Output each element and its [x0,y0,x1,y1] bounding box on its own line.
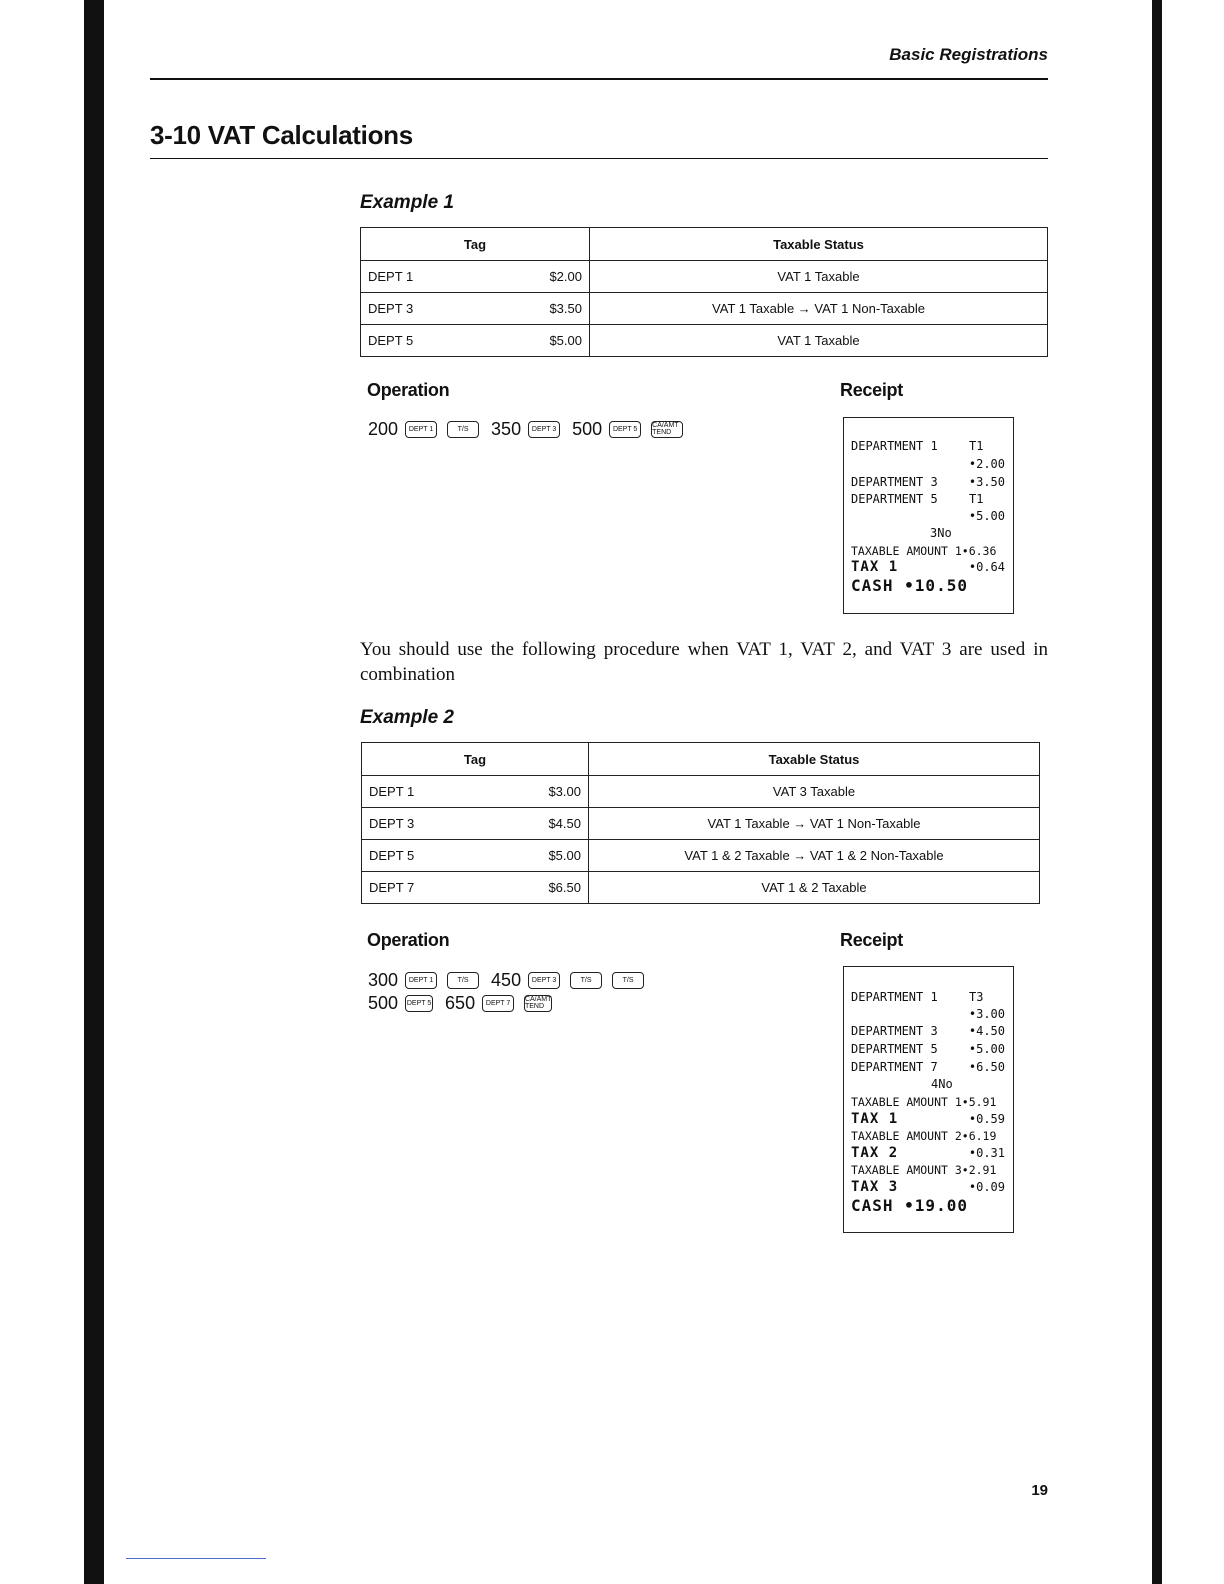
receipt-line: •2.00 [968,457,1005,471]
amount-cell: $4.50 [548,816,581,831]
receipt-line: DEPARTMENT 3 [851,475,938,489]
receipt-line: DEPARTMENT 5 [851,492,938,506]
receipt-line: •0.09 [968,1180,1005,1194]
status-cell: VAT 1 & 2 Taxable → VAT 1 & 2 Non-Taxable [589,840,1040,872]
table-row [361,261,1048,293]
receipt-line: DEPARTMENT 1 [851,990,938,1004]
receipt-line: •0.31 [968,1146,1005,1160]
dept-cell: DEPT 5 [368,333,414,348]
receipt-label: Receipt [840,380,903,400]
example-1-heading: Example 1 [360,192,454,213]
operation-amount: 500 [572,418,603,439]
amount-cell: $5.00 [549,333,582,348]
operation-amount: 300 [368,969,399,990]
dept-cell: DEPT 1 [368,269,414,284]
receipt-line: TAXABLE AMOUNT 3•2.91 [851,1163,997,1177]
status-cell: VAT 1 & 2 Taxable [589,872,1040,904]
table-header-row [361,228,1048,261]
receipt-line: T1 [969,492,984,506]
receipt-line: •0.59 [968,1112,1005,1126]
page-number: 19 [1031,1482,1048,1499]
amount-cell: $3.00 [548,784,581,799]
receipt-2 [843,966,1014,1233]
receipt-line: DEPARTMENT 5 [851,1042,938,1056]
receipt-line: 4No [931,1077,953,1091]
receipt-total: CASH •10.50 [851,576,968,595]
footnote-rule [126,1558,266,1559]
col-header-tag: Tag [361,228,590,261]
receipt-line: TAX 2 [851,1145,899,1161]
col-header-tag: Tag [362,743,589,776]
table-row [362,872,1040,904]
status-cell: VAT 1 Taxable → VAT 1 Non-Taxable [589,808,1040,840]
operation-amount: 650 [445,992,476,1013]
amount-cell: $5.00 [548,848,581,863]
example-2-table [361,742,1040,904]
title-rule [150,158,1048,159]
table-row [361,325,1048,357]
tax-shift-key: T/S [612,972,644,989]
table-row [361,293,1048,325]
receipt-line: TAXABLE AMOUNT 1•6.36 [851,544,997,558]
running-head: Basic Registrations [889,45,1048,64]
example-1-table [360,227,1048,357]
receipt-line: T1 [969,439,984,453]
operation-sequence [366,968,654,992]
tax-shift-key: T/S [447,421,479,438]
receipt-line: DEPARTMENT 7 [851,1060,938,1074]
receipt-line: •4.50 [968,1024,1005,1038]
tax-shift-key: T/S [570,972,602,989]
dept-3-key: DEPT 3 [528,421,560,438]
example-2-heading: Example 2 [360,707,454,728]
cash-tender-key: CA/AMT TEND [651,421,683,438]
cash-tender-key: CA/AMT TEND [524,996,552,1010]
receipt-line: T3 [969,990,984,1004]
body-paragraph: You should use the following procedure when VAT 1, VAT 2, and VAT 3 are used in combination [360,639,1048,685]
receipt-line: •3.00 [968,1007,1005,1021]
operation-sequence [366,417,693,441]
table-row [362,840,1040,872]
operation-amount: 350 [491,418,522,439]
receipt-line: TAX 1 [851,559,899,575]
receipt-1 [843,417,1014,614]
table-row [362,776,1040,808]
dept-cell: DEPT 1 [369,784,415,799]
tax-shift-key: T/S [447,972,479,989]
dept-3-key: DEPT 3 [528,972,560,989]
col-header-status: Taxable Status [590,228,1048,261]
amount-cell: $6.50 [548,880,581,895]
receipt-line: DEPARTMENT 3 [851,1024,938,1038]
receipt-line: •5.00 [968,1042,1005,1056]
scan-right-border [1152,0,1162,1584]
operation-amount: 450 [491,969,522,990]
status-cell: VAT 3 Taxable [589,776,1040,808]
receipt-line: •6.50 [968,1060,1005,1074]
dept-5-key: DEPT 5 [609,421,641,438]
dept-cell: DEPT 3 [368,301,414,316]
header-rule [150,78,1048,80]
col-header-status: Taxable Status [589,743,1040,776]
status-cell: VAT 1 Taxable [590,261,1048,293]
table-row [362,808,1040,840]
operation-label: Operation [367,380,450,400]
operation-amount: 500 [368,992,399,1013]
receipt-line: •3.50 [968,475,1005,489]
status-cell: VAT 1 Taxable [590,325,1048,357]
amount-cell: $3.50 [549,301,582,316]
operation-sequence [366,991,562,1015]
scan-left-border [84,0,104,1584]
receipt-line: TAXABLE AMOUNT 2•6.19 [851,1129,997,1143]
receipt-line: TAX 3 [851,1179,899,1195]
status-cell: VAT 1 Taxable → VAT 1 Non-Taxable [590,293,1048,325]
amount-cell: $2.00 [549,269,582,284]
dept-1-key: DEPT 1 [405,421,437,438]
receipt-total: CASH •19.00 [851,1196,968,1215]
dept-cell: DEPT 5 [369,848,415,863]
section-title: 3-10 VAT Calculations [150,120,413,150]
receipt-line: TAXABLE AMOUNT 1•5.91 [851,1095,997,1109]
receipt-line: 3No [930,526,952,540]
dept-cell: DEPT 3 [369,816,415,831]
dept-cell: DEPT 7 [369,880,415,895]
operation-label: Operation [367,930,450,950]
receipt-line: •5.00 [968,509,1005,523]
receipt-label: Receipt [840,930,903,950]
dept-5-key: DEPT 5 [405,995,433,1012]
table-header-row [362,743,1040,776]
dept-7-key: DEPT 7 [482,995,514,1012]
receipt-line: TAX 1 [851,1111,899,1127]
receipt-line: DEPARTMENT 1 [851,439,938,453]
receipt-line: •0.64 [968,560,1005,574]
dept-1-key: DEPT 1 [405,972,437,989]
operation-amount: 200 [368,418,399,439]
